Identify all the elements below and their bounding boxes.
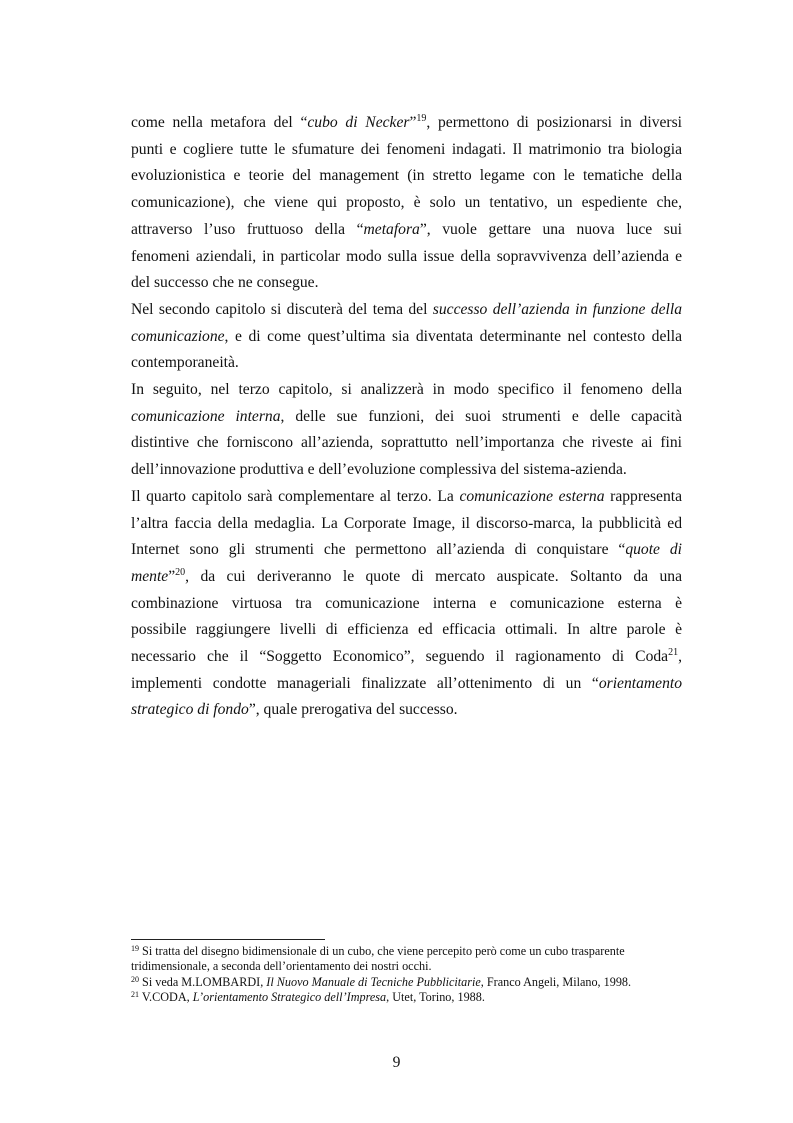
- text-line: [131, 671, 682, 698]
- text-line: In seguito, nel terzo capitolo, si analizzerà in modo specifico il fenomeno della: [131, 381, 682, 399]
- italic-run: successo dell’azienda in funzione della: [432, 300, 682, 318]
- text-run: come nella metafora del “: [131, 114, 308, 131]
- text-line: [131, 324, 682, 351]
- text-run: rappresenta: [604, 487, 683, 505]
- text-run: Internet sono gli strumenti che permettono all’azienda di conquistare “: [131, 541, 626, 559]
- text-run: , permettono di posizionarsi in diversi: [426, 114, 683, 131]
- text-line: contemporaneità.: [131, 354, 239, 372]
- text-line: fenomeni aziendali, in particolar modo sulla issue della sopravvivenza dell’azienda e: [131, 247, 682, 265]
- footnote-text: , Utet, Torino, 1988.: [386, 990, 485, 1005]
- italic-run: comunicazione interna: [131, 407, 281, 425]
- text-run: ”, vuole gettare una nuova luce sui: [419, 220, 682, 238]
- footnote-text: , Franco Angeli, Milano, 1998.: [480, 974, 632, 989]
- body-text: [131, 110, 682, 724]
- text-line: [131, 537, 682, 564]
- paragraph-2: [131, 297, 682, 377]
- paragraph-4: [131, 484, 682, 724]
- text-run: , da cui deriveranno le quote di mercato auspicate. Soltanto da una: [185, 567, 682, 585]
- footnote-text: Si tratta del disegno bidimensionale di un cubo, che viene percepito però come un cubo trasparente: [142, 944, 625, 958]
- text-line: [131, 217, 682, 244]
- text-line: [131, 297, 682, 324]
- text-run: ”, quale prerogativa del successo.: [248, 701, 458, 719]
- footnote-separator: [131, 939, 325, 940]
- footnote-title: L’orientamento Strategico dell’Impresa: [192, 990, 387, 1005]
- italic-run: comunicazione: [131, 327, 225, 345]
- footnote-text: V.CODA,: [141, 990, 193, 1005]
- footnotes: [131, 944, 691, 1006]
- italic-run: mente: [131, 567, 169, 585]
- footnote-number: 19: [131, 944, 139, 953]
- footnote-number: 20: [131, 974, 139, 984]
- footnote-text: Si veda M.LOMBARDI,: [142, 974, 267, 989]
- italic-run: strategico di fondo: [131, 701, 249, 719]
- text-run: ”: [168, 567, 176, 585]
- footnote-text: tridimensionale, a seconda dell’orientamento dei nostri occhi.: [131, 959, 432, 974]
- text-line: distintive che forniscono all’azienda, soprattutto nell’importanza che riveste ai fini: [131, 434, 682, 452]
- text-line: combinazione virtuosa tra comunicazione interna e comunicazione esterna è: [131, 594, 682, 612]
- italic-run: cubo di Necker: [307, 114, 410, 131]
- text-run: necessario che il “Soggetto Economico”, seguendo il ragionamento di Coda: [131, 648, 669, 666]
- footnote-ref[interactable]: 19: [416, 113, 427, 124]
- footnote-19: [131, 944, 691, 975]
- text-line: [131, 404, 682, 431]
- text-line: evoluzionistica e teorie del management (in stretto legame con le tematiche della: [131, 167, 682, 185]
- text-line: [131, 644, 682, 671]
- footnote-20: [131, 975, 691, 990]
- italic-run: orientamento: [598, 674, 682, 692]
- text-line: del successo che ne consegue.: [131, 274, 319, 292]
- text-run: Il quarto capitolo sarà complementare al terzo. La: [131, 487, 460, 505]
- text-line: l’altra faccia della medaglia. La Corporate Image, il discorso-marca, la pubblicità ed: [131, 514, 682, 532]
- footnote-ref[interactable]: 21: [668, 647, 679, 659]
- text-run: , e di come quest’ultima sia diventata determinante nel contesto della: [224, 327, 682, 345]
- page-number: 9: [392, 1054, 401, 1071]
- text-line: punti e cogliere tutte le sfumature dei fenomeni indagati. Il matrimonio tra biologia: [131, 140, 682, 158]
- text-run: Nel secondo capitolo si discuterà del tema del: [131, 300, 433, 318]
- footnote-21: [131, 990, 691, 1005]
- paragraph-3: [131, 377, 682, 484]
- italic-run: quote di: [625, 541, 682, 559]
- text-run: implementi condotte manageriali finalizzate all’ottenimento di un “: [131, 674, 599, 692]
- italic-run: metafora: [363, 220, 420, 238]
- text-line: [131, 110, 682, 137]
- text-line: [131, 697, 682, 724]
- footnote-ref[interactable]: 20: [175, 566, 186, 578]
- text-line: possibile raggiungere livelli di efficienza ed efficacia ottimali. In altre parole è: [131, 621, 682, 639]
- text-line: comunicazione), che viene qui proposto, è solo un tentativo, un espediente che,: [131, 194, 682, 212]
- text-run: ,: [678, 648, 682, 666]
- text-line: dell’innovazione produttiva e dell’evoluzione complessiva del sistema-azienda.: [131, 461, 627, 479]
- paragraph-1: [131, 110, 682, 297]
- text-run: attraverso l’uso fruttuoso della “: [131, 220, 364, 238]
- footnote-number: 21: [131, 990, 139, 1000]
- text-line: [131, 564, 682, 591]
- italic-run: comunicazione esterna: [459, 487, 605, 505]
- text-run: , delle sue funzioni, dei suoi strumenti e delle capacità: [280, 407, 683, 425]
- footnote-title: Il Nuovo Manuale di Tecniche Pubblicitarie: [266, 974, 481, 989]
- text-line: [131, 484, 682, 511]
- text-run: ”: [409, 114, 417, 131]
